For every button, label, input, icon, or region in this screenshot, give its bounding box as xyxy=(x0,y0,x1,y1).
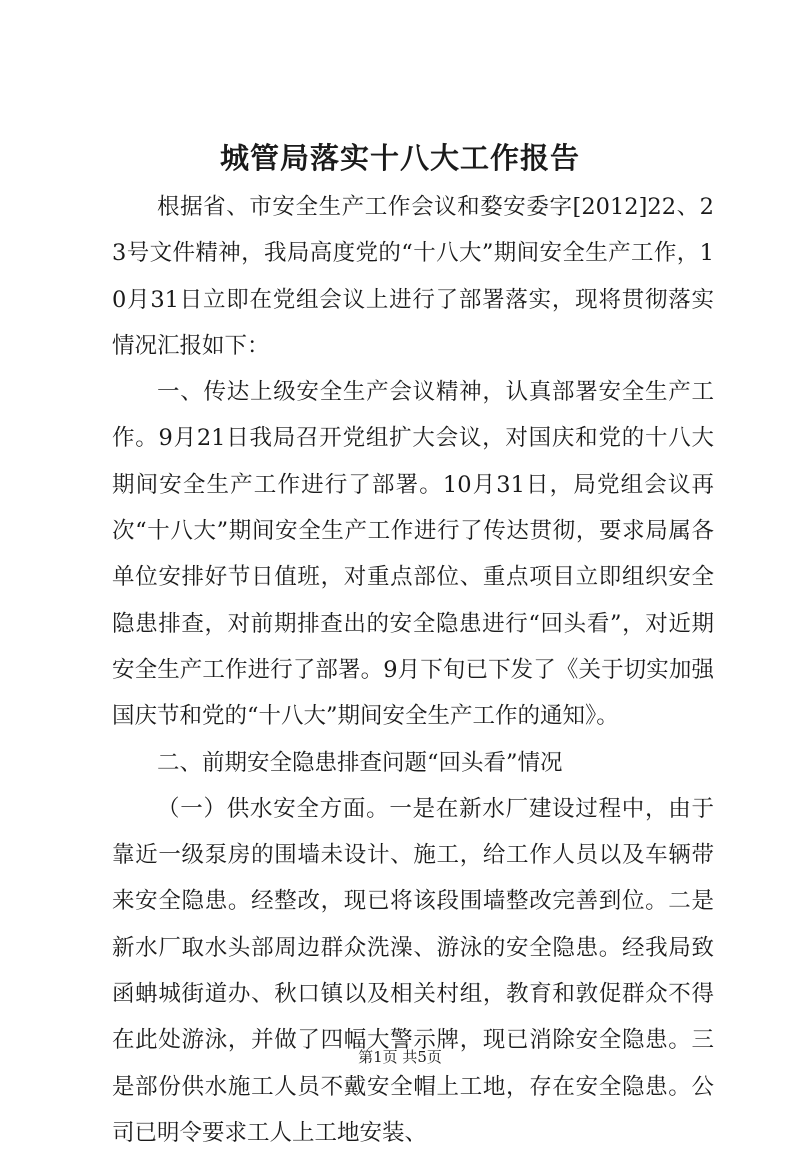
paragraph-section-2-heading: 二、前期安全隐患排查问题“回头看”情况 xyxy=(157,749,563,776)
page-footer: 第1页 共5页 xyxy=(358,1048,442,1066)
document-body xyxy=(112,184,714,1156)
paragraph-water-supply: （一）供水安全方面。一是在新水厂建设过程中，由于靠近一级泵房的围墙未设计、施工，给工作人员以及车辆带来安全隐患。经整改，现已将该段围墙整改完善到位。二是新水厂取水头部周边群众洗澡、游泳的安全隐患。经我局致函蚺城街道办、秋口镇以及相关村组，教育和敦促群众不得在此处游泳，并做了四幅大警示牌，现已消除安全隐患。三是部份供水施工人员不戴安全帽上工地，存在安全隐患。公司已明令要求工人上工地安装、 xyxy=(112,795,714,1146)
paragraph-intro: 根据省、市安全生产工作会议和婺安委字[2012]22、23号文件精神，我局高度党的“十八大”期间安全生产工作，10月31日立即在党组会议上进行了部署落实，现将贯彻落实情况汇报如下： xyxy=(112,194,714,359)
paragraph-section-1: 一、传达上级安全生产会议精神，认真部署安全生产工作。9月21日我局召开党组扩大会议，对国庆和党的十八大期间安全生产工作进行了部署。10月31日，局党组会议再次“十八大”期间安全生产工作进行了传达贯彻，要求局属各单位安排好节日值班，对重点部位、重点项目立即组织安全隐患排查，对前期排查出的安全隐患进行“回头看”，对近期安全生产工作进行了部署。9月下旬已下发了《关于切实加强国庆节和党的“十八大”期间安全生产工作的通知》。 xyxy=(112,379,714,730)
document-title: 城管局落实十八大工作报告 xyxy=(219,141,580,175)
